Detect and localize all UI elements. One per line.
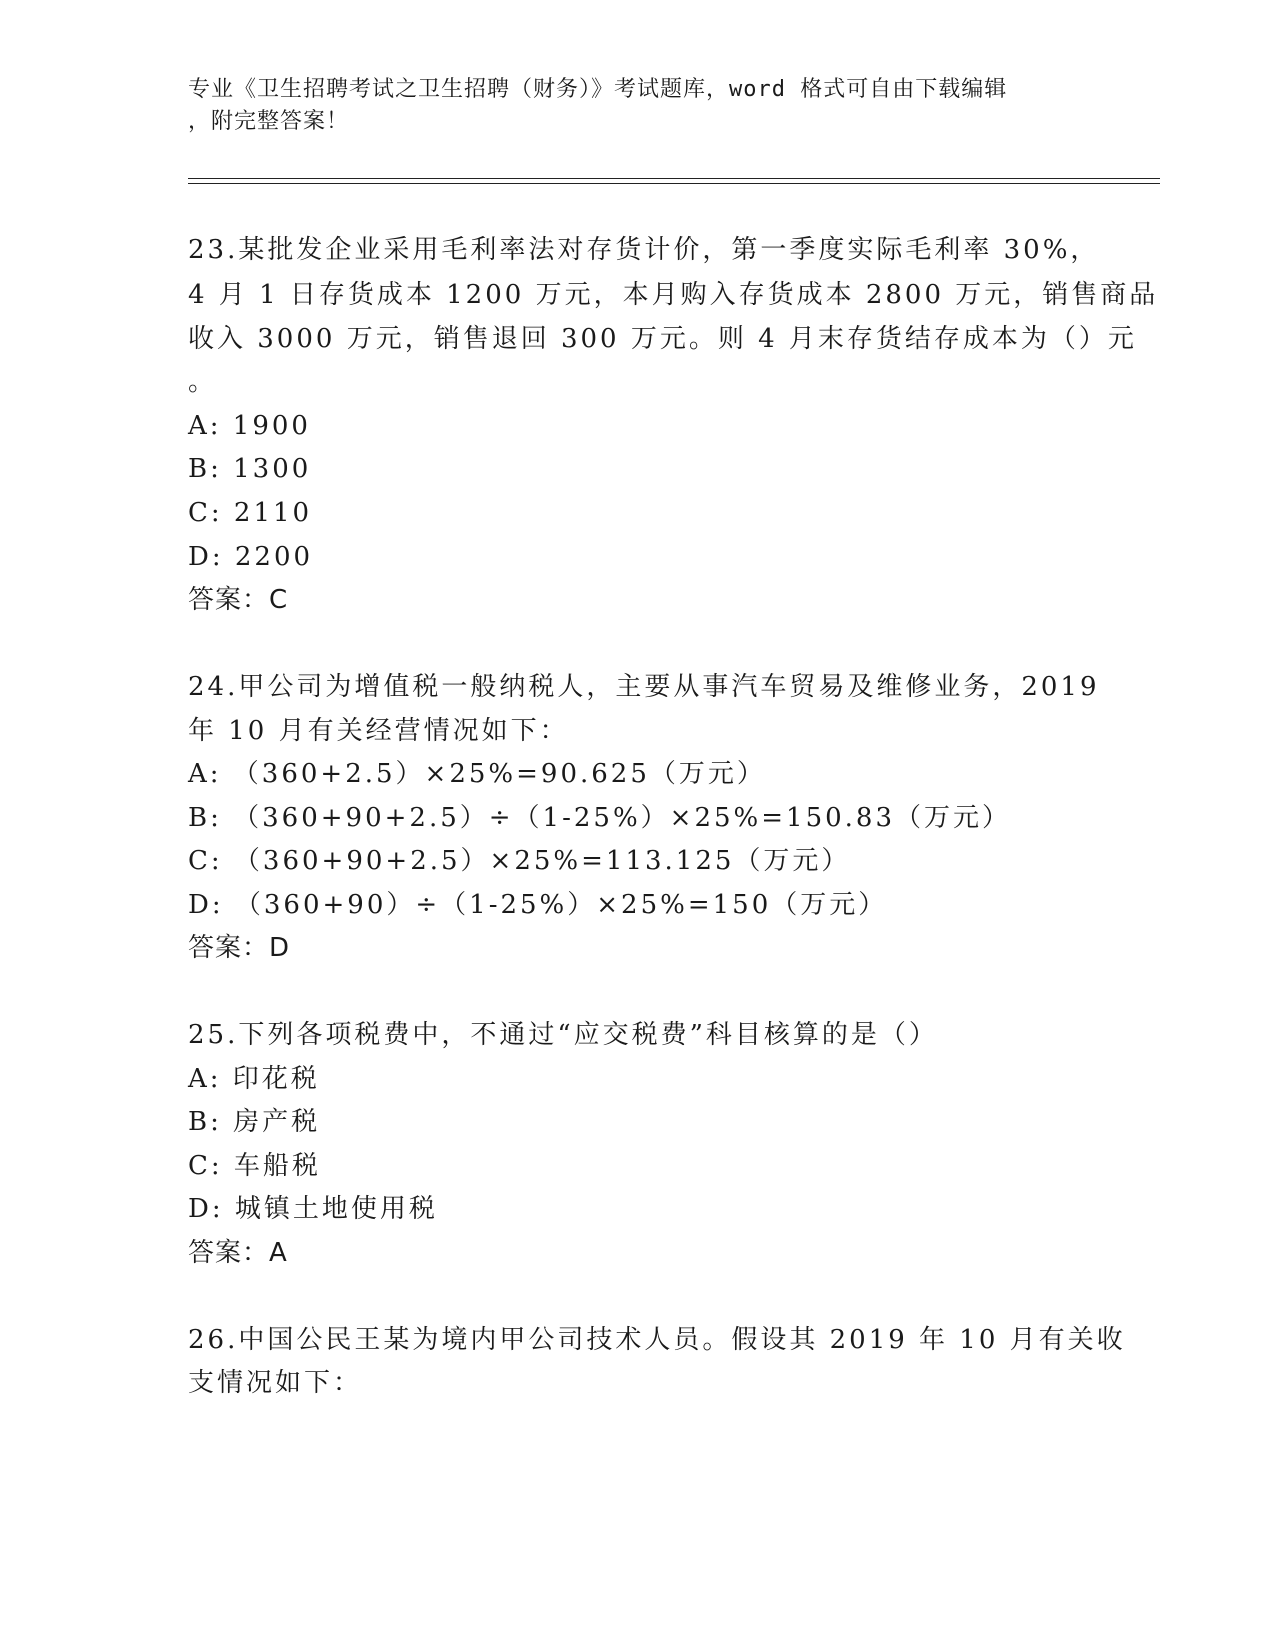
question-24-answer: 答案：D (188, 933, 291, 963)
document-header (188, 74, 1088, 138)
question-25-option-b: B: 房产税 (188, 1107, 321, 1137)
header-line-1: 专业《卫生招聘考试之卫生招聘（财务）》考试题库，word 格式可自由下载编辑 (188, 77, 1008, 102)
header-divider-top (188, 178, 1160, 179)
question-25-answer: 答案：A (188, 1238, 288, 1268)
question-24-option-b: B: （360+90+2.5）÷（1-25%）×25%=150.83（万元） (188, 803, 1011, 833)
header-divider-bottom (188, 183, 1160, 184)
question-23-answer: 答案：C (188, 585, 289, 615)
question-24-option-d: D: （360+90）÷（1-25%）×25%=150（万元） (188, 890, 888, 920)
question-26-stem-line-2: 支情况如下： (188, 1368, 363, 1398)
question-25-option-a: A: 印花税 (188, 1064, 320, 1094)
question-23-stem-line-4: 。 (188, 367, 218, 397)
question-26-stem-line-1: 26.中国公民王某为境内甲公司技术人员。假设其 2019 年 10 月有关收 (188, 1325, 1126, 1355)
question-24-stem-line-1: 24.甲公司为增值税一般纳税人，主要从事汽车贸易及维修业务，2019 (188, 672, 1100, 702)
header-line-2: ，附完整答案！ (188, 109, 350, 134)
question-25-option-c: C: 车船税 (188, 1151, 321, 1181)
question-25-stem-line-1: 25.下列各项税费中，不通过“应交税费”科目核算的是（） (188, 1020, 938, 1050)
question-23-option-b: B: 1300 (188, 454, 312, 484)
question-23-stem-line-2: 4 月 1 日存货成本 1200 万元，本月购入存货成本 2800 万元，销售商品 (188, 280, 1159, 310)
question-23-stem-line-3: 收入 3000 万元，销售退回 300 万元。则 4 月末存货结存成本为（）元 (188, 324, 1137, 354)
question-24-option-c: C: （360+90+2.5）×25%=113.125（万元） (188, 846, 851, 876)
question-23-option-a: A: 1900 (188, 411, 311, 441)
question-24-stem-line-2: 年 10 月有关经营情况如下： (188, 716, 569, 746)
question-23-option-c: C: 2110 (188, 498, 313, 528)
question-23-stem-line-1: 23.某批发企业采用毛利率法对存货计价，第一季度实际毛利率 30%， (188, 235, 1100, 265)
question-25-option-d: D: 城镇土地使用税 (188, 1194, 438, 1224)
question-24-option-a: A: （360+2.5）×25%=90.625（万元） (188, 759, 766, 789)
question-23-option-d: D: 2200 (188, 542, 314, 572)
